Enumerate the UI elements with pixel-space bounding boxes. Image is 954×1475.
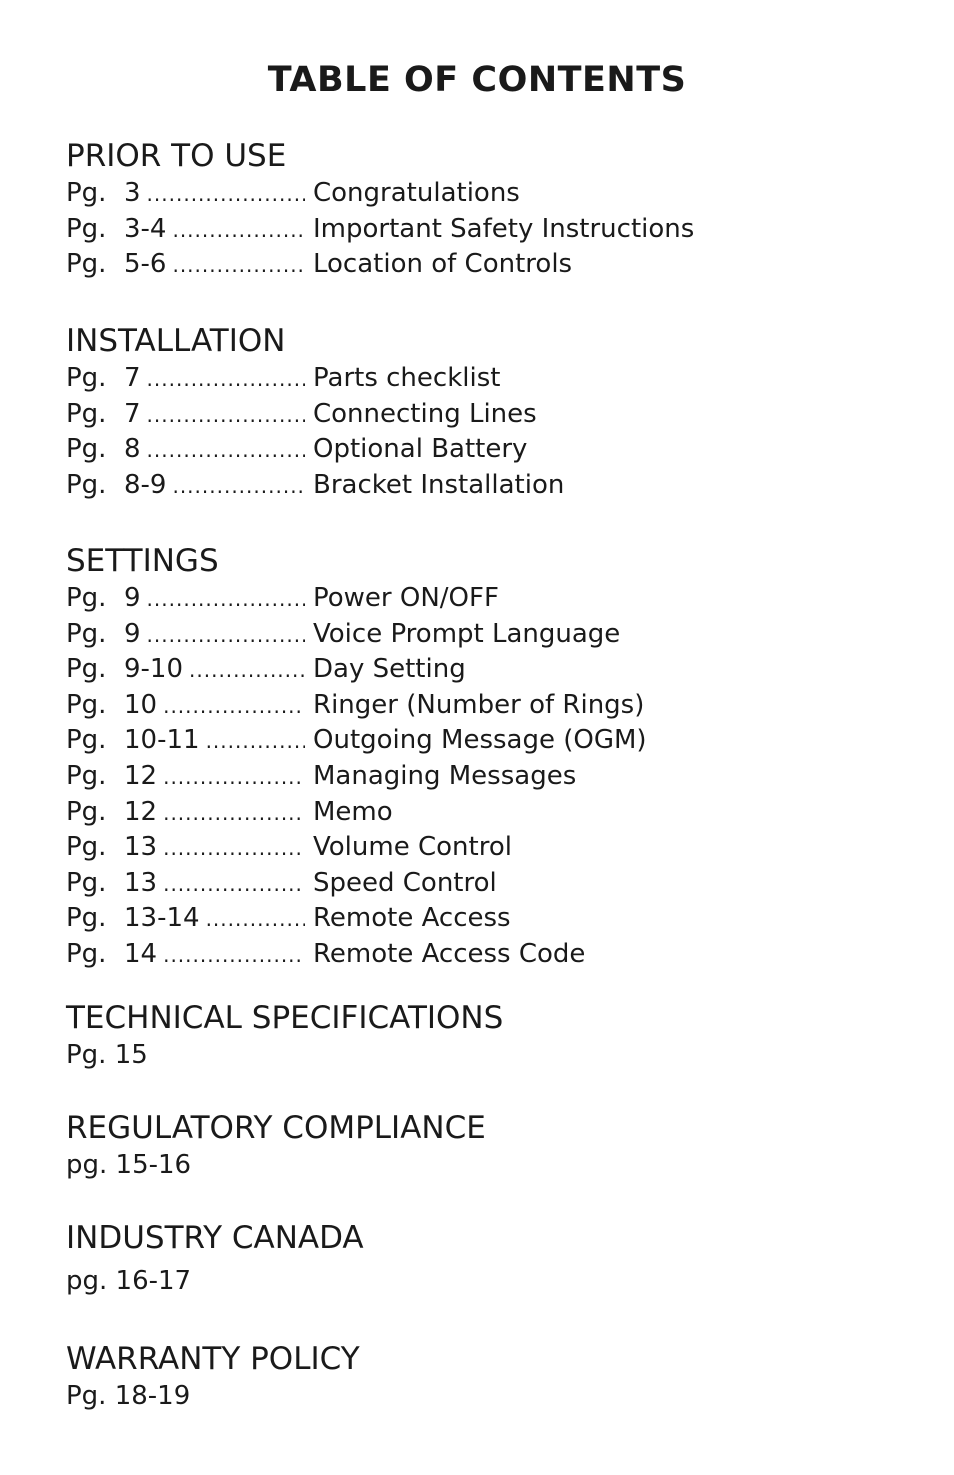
page-number-with-leader (124, 432, 305, 468)
entry-title: Memo (313, 796, 393, 827)
toc-entry[interactable] (66, 247, 926, 283)
entry-title: Volume Control (313, 832, 512, 863)
toc-entry[interactable] (66, 830, 926, 866)
dot-leader (163, 760, 305, 795)
toc-entry[interactable] (66, 361, 926, 397)
page-number-with-leader (124, 866, 305, 902)
section-heading: INSTALLATION (66, 323, 286, 359)
page-number-with-leader (124, 830, 305, 866)
dot-leader (163, 867, 305, 902)
page-number-with-leader (124, 759, 305, 795)
page-number-with-leader (124, 176, 305, 212)
page-prefix: Pg. (66, 938, 107, 969)
toc-entry[interactable] (66, 795, 926, 831)
section-heading: REGULATORY COMPLIANCE (66, 1110, 486, 1146)
toc-entry[interactable] (66, 901, 926, 937)
page-prefix: Pg. (66, 654, 107, 685)
page-prefix: Pg. (66, 249, 107, 280)
page-number-with-leader (124, 723, 305, 759)
toc-entry[interactable] (66, 468, 926, 504)
page-prefix: Pg. (66, 903, 107, 934)
page-reference: Pg. 15 (66, 1040, 148, 1070)
dot-leader (147, 398, 305, 433)
page-number: 3-4 (124, 213, 167, 244)
dot-leader (172, 213, 305, 248)
page-number: 13 (124, 832, 158, 863)
page-prefix: Pg. (66, 832, 107, 863)
page-number-with-leader (124, 212, 305, 248)
entry-title: Important Safety Instructions (313, 213, 695, 244)
section-industry-canada (66, 1220, 926, 1298)
dot-leader (147, 433, 305, 468)
dot-leader (172, 248, 305, 283)
dot-leader (147, 362, 305, 397)
page-number-with-leader (124, 795, 305, 831)
section-installation (66, 323, 926, 503)
page-prefix: Pg. (66, 867, 107, 898)
page-prefix: Pg. (66, 689, 107, 720)
entry-title: Optional Battery (313, 434, 528, 465)
page-number-with-leader (124, 617, 305, 653)
page-prefix: Pg. (66, 213, 107, 244)
page-number-with-leader (124, 468, 305, 504)
toc-entry[interactable] (66, 617, 926, 653)
section-heading: PRIOR TO USE (66, 138, 287, 174)
page-number-with-leader (124, 937, 305, 973)
page-number-with-leader (124, 688, 305, 724)
section-settings (66, 543, 926, 973)
page-reference: pg. 15-16 (66, 1150, 192, 1180)
toc-entry[interactable] (66, 432, 926, 468)
toc-entry[interactable] (66, 866, 926, 902)
page-number: 9-10 (124, 654, 184, 685)
page-number-with-leader (124, 581, 305, 617)
entry-title: Outgoing Message (OGM) (313, 725, 647, 756)
page-prefix: Pg. (66, 178, 107, 208)
page-number: 9 (124, 583, 141, 613)
page-number-with-leader (124, 361, 305, 397)
entry-title: Parts checklist (313, 363, 501, 393)
page-number-with-leader (124, 397, 305, 433)
page-prefix: Pg. (66, 760, 107, 791)
page-number: 10-11 (124, 725, 200, 756)
page-number-with-leader (124, 901, 305, 937)
section-heading: SETTINGS (66, 543, 219, 579)
entry-title: Connecting Lines (313, 398, 537, 429)
page-prefix: Pg. (66, 434, 107, 465)
toc-entry[interactable] (66, 397, 926, 433)
page-prefix: Pg. (66, 469, 107, 500)
toc-entry[interactable] (66, 759, 926, 795)
page-number: 13-14 (124, 903, 200, 934)
page-number: 10 (124, 689, 158, 720)
toc-list (66, 581, 926, 973)
page-prefix: Pg. (66, 398, 107, 429)
page-number: 9 (124, 618, 141, 649)
dot-leader (163, 831, 305, 866)
entry-title: Remote Access (313, 903, 511, 934)
dot-leader (147, 582, 305, 617)
section-heading: TECHNICAL SPECIFICATIONS (66, 1000, 504, 1036)
page-number: 13 (124, 867, 158, 898)
page-number: 7 (124, 363, 141, 393)
dot-leader (147, 618, 305, 653)
entry-title: Day Setting (313, 654, 466, 685)
dot-leader (189, 653, 305, 688)
section-heading: WARRANTY POLICY (66, 1341, 360, 1377)
page-prefix: Pg. (66, 618, 107, 649)
page-prefix: Pg. (66, 796, 107, 827)
section-warranty-policy (66, 1341, 926, 1413)
toc-entry[interactable] (66, 652, 926, 688)
toc-entry[interactable] (66, 688, 926, 724)
entry-title: Remote Access Code (313, 938, 586, 969)
page-number: 14 (124, 938, 158, 969)
page-number-with-leader (124, 247, 305, 283)
dot-leader (163, 689, 305, 724)
dot-leader (206, 902, 305, 937)
page-number: 7 (124, 398, 141, 429)
page-prefix: Pg. (66, 583, 107, 613)
dot-leader (206, 724, 305, 759)
page-number: 5-6 (124, 249, 167, 280)
toc-entry[interactable] (66, 937, 926, 973)
section-regulatory-compliance (66, 1110, 926, 1182)
toc-list (66, 361, 926, 503)
section-prior-to-use (66, 138, 926, 283)
entry-title: Congratulations (313, 178, 520, 208)
page-title: TABLE OF CONTENTS (267, 60, 687, 100)
page-prefix: Pg. (66, 363, 107, 393)
dot-leader (147, 177, 305, 212)
entry-title: Ringer (Number of Rings) (313, 689, 645, 720)
entry-title: Bracket Installation (313, 469, 565, 500)
dot-leader (163, 796, 305, 831)
entry-title: Speed Control (313, 867, 497, 898)
toc-entry[interactable] (66, 723, 926, 759)
page-number: 12 (124, 760, 158, 791)
entry-title: Power ON/OFF (313, 583, 499, 613)
toc-entry[interactable] (66, 212, 926, 248)
dot-leader (163, 938, 305, 973)
page-number-with-leader (124, 652, 305, 688)
page-reference: pg. 16-17 (66, 1266, 192, 1296)
page-number: 12 (124, 796, 158, 827)
page-reference: Pg. 18-19 (66, 1381, 191, 1411)
section-heading: INDUSTRY CANADA (66, 1220, 364, 1256)
page-prefix: Pg. (66, 725, 107, 756)
page-number: 3 (124, 178, 141, 208)
entry-title: Voice Prompt Language (313, 618, 621, 649)
entry-title: Location of Controls (313, 249, 573, 280)
page-number: 8 (124, 434, 141, 465)
entry-title: Managing Messages (313, 760, 577, 791)
toc-list (66, 176, 926, 283)
toc-entry[interactable] (66, 581, 926, 617)
toc-entry[interactable] (66, 176, 926, 212)
dot-leader (172, 469, 305, 504)
page-number: 8-9 (124, 469, 167, 500)
section-technical-specifications (66, 1000, 926, 1072)
